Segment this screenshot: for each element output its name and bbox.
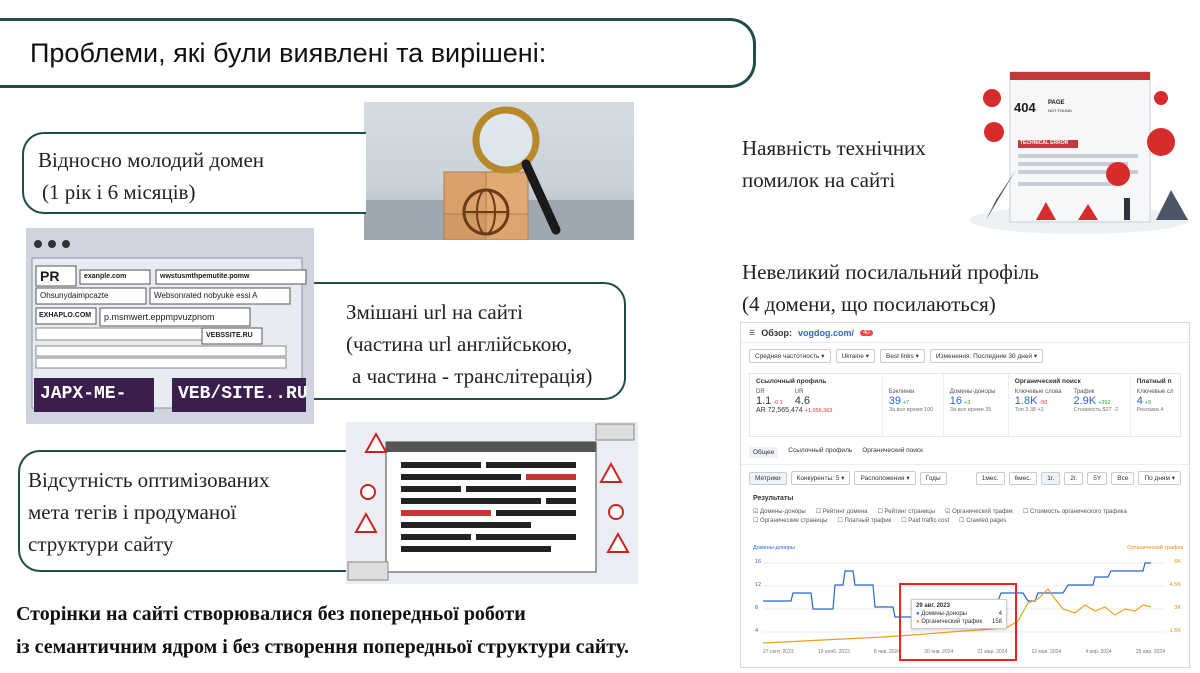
mixed-urls-image [26, 228, 314, 424]
link-profile-text [742, 256, 1039, 320]
chaotic-structure-image [346, 422, 638, 584]
meta-tags-line3: структури сайту [28, 532, 174, 556]
right-tick-45k: 4.5K [1169, 582, 1181, 588]
menu-icon[interactable]: ☰ [749, 329, 756, 337]
refdomains-all: За все время 35 [949, 407, 992, 413]
range-1y[interactable]: 1г. [1041, 472, 1060, 485]
organic-label: Органический поиск [1014, 378, 1081, 385]
right-tick-6k: 6K [1174, 559, 1181, 565]
tooltip-traffic-label: Органический трафик [921, 619, 983, 625]
traffic-label: Трафик [1073, 389, 1095, 395]
toolbar-competitors[interactable]: Конкуренты: 5 ▾ [791, 471, 851, 485]
paid-kw-label: Ключевые сл [1136, 389, 1174, 395]
legend-organic-cost[interactable]: ☐ Стоимость органического трафика [1023, 508, 1127, 515]
axis-left-label: Домены-доноры [753, 545, 795, 551]
backlinks-all: За все время 100 [888, 407, 934, 413]
x-tick-5: 12 мая. 2024 [1031, 649, 1062, 655]
bottom-line1: Сторінки на сайті створювалися без попередньої роботи [16, 603, 526, 625]
url-label-4: Websonrated nobyuke essi A [154, 291, 258, 300]
callout-mixed-urls [314, 282, 626, 400]
analytics-header [741, 323, 1189, 343]
legend-organic-pages[interactable]: ☐ Органические страницы [753, 517, 827, 524]
paid-label: Платный п [1136, 378, 1172, 385]
magnifier-domain-image [364, 102, 634, 240]
traffic-delta: +392 [1098, 400, 1111, 406]
metric-link-profile-label: Ссылочный профиль [756, 378, 827, 385]
metric-organic [1009, 374, 1131, 436]
bottom-line2: із семантичним ядром і без створення попередньої структури сайту. [16, 636, 629, 658]
x-tick-6: 4 апр. 2024 [1085, 649, 1112, 655]
ar-value: AR 72,565,474 [756, 407, 803, 414]
results-label: Результаты [753, 495, 794, 502]
keywords-delta: -50 [1039, 400, 1048, 406]
bottom-summary [16, 598, 736, 664]
analytics-screenshot [740, 322, 1190, 668]
mixed-urls-line3: а частина - транслітерація) [352, 364, 593, 388]
metric-refdomains [944, 374, 1009, 436]
link-profile-line2: (4 домени, що посилаються) [742, 292, 996, 316]
keywords-top: Топ 3 38 +2 [1014, 407, 1044, 413]
backlinks-label: Бэклинки [888, 389, 915, 395]
keywords-value[interactable]: 1.8K [1014, 395, 1038, 407]
legend-page-rating[interactable]: ☐ Рейтинг страницы [877, 508, 935, 515]
tech-errors-text [742, 132, 926, 196]
url-label-pr: PR [40, 268, 60, 284]
chart-tooltip: 29 авг. 2023 ● Домены-доноры 4 ● Органический трафик 158 [911, 599, 1007, 629]
tab-link-profile[interactable]: Ссылочный профиль [788, 447, 853, 454]
left-tick-8: 8 [755, 605, 759, 611]
left-tick-4: 4 [755, 628, 759, 634]
url-label-6: p.msmwert.eppmpvuzpnom [104, 312, 215, 322]
tooltip-date: 29 авг. 2023 [916, 603, 950, 609]
left-tick-16: 16 [755, 559, 762, 565]
meta-tags-line1: Відсутність оптимізованих [28, 468, 270, 492]
tech-errors-line2: помилок на сайті [742, 168, 896, 192]
paid-kw-value[interactable]: 4 [1136, 395, 1143, 407]
page-title-text: Проблеми, які були виявлені та вирішені: [30, 37, 547, 68]
error-404-code: 404 [1014, 100, 1036, 115]
x-tick-7: 25 апр. 2024 [1135, 649, 1165, 655]
axis-right-label: Органический трафик [1127, 545, 1183, 551]
legend-crawled-pages[interactable]: ☐ Crawled pages [959, 517, 1006, 524]
x-tick-1: 19 нояб. 2023 [817, 649, 850, 655]
analytics-filters [741, 343, 1189, 369]
mixed-urls-line1: Змішані url на сайті [346, 300, 523, 324]
filter-country[interactable]: Ukraine ▾ [836, 349, 875, 363]
x-tick-3: 30 янв. 2024 [924, 649, 954, 655]
metric-paid [1131, 374, 1180, 436]
url-label-3: Ohsunydaimpcazte [40, 291, 109, 300]
mixed-urls-line2: (частина url англійською, [346, 332, 573, 356]
analytics-tabs [741, 441, 1189, 465]
url-label-5: EXHAPLO.COM [39, 312, 92, 319]
tab-overview[interactable]: Общее [749, 447, 778, 458]
tab-organic[interactable]: Органический поиск [862, 447, 924, 454]
page-title [0, 18, 756, 88]
range-2y[interactable]: 2г. [1064, 472, 1083, 485]
left-tick-12: 12 [755, 582, 762, 588]
analytics-badge: 40 [860, 330, 873, 336]
analytics-domain[interactable]: vogdog.com/ [797, 327, 854, 338]
filter-period[interactable]: Изменения: Последние 30 дней ▾ [930, 349, 1043, 363]
callout-meta-tags [18, 450, 346, 572]
url-label-2: wwstusmthpemutite.pomw [160, 273, 250, 280]
error-page-label: PAGE [1048, 100, 1065, 106]
error-technical-label: TECHNICAL ERROR [1020, 140, 1069, 146]
x-tick-2: 8 янв. 2024 [873, 649, 901, 655]
x-tick-4: 21 мар. 2024 [977, 649, 1008, 655]
ur-value: 4.6 [794, 395, 811, 407]
range-by-day[interactable]: По дням ▾ [1138, 471, 1181, 485]
paid-kw-delta: +3 [1144, 400, 1152, 406]
legend-refdomains[interactable]: ☑ Домены-доноры [753, 508, 806, 515]
dr-label: DR [756, 389, 765, 395]
metric-link-profile [750, 374, 883, 436]
toolbar-metrics[interactable]: Метрики [749, 472, 787, 485]
toolbar-years[interactable]: Годы [920, 472, 947, 485]
range-all[interactable]: Все [1111, 472, 1134, 485]
technical-errors-image [966, 70, 1192, 238]
tooltip-refdomains-label: Домены-доноры [921, 611, 967, 617]
legend-organic-traffic[interactable]: ☑ Органический трафик [945, 508, 1013, 515]
ur-label: UR [794, 389, 804, 395]
traffic-cost: Стоимость $27 -2 [1073, 407, 1119, 413]
domain-age-line1: Відносно молодий домен [38, 148, 265, 172]
error-not-found-label: NOT FOUND [1048, 108, 1072, 113]
legend-paid-traffic[interactable]: ☐ Платный трафик [837, 517, 891, 524]
range-6m[interactable]: 6мес. [1009, 472, 1038, 485]
dr-delta: -0.1 [773, 400, 783, 406]
x-tick-0: 27 сент. 2023 [763, 649, 794, 655]
paid-ads: Реклама 4 [1136, 407, 1164, 413]
url-label-8: JAPX-ME- [40, 384, 127, 404]
chart-legend [741, 506, 1181, 526]
url-label-9: VEB/SITE..RU [178, 384, 308, 404]
right-tick-3k: 3K [1174, 605, 1181, 611]
tooltip-refdomains-value: 4 [998, 611, 1002, 617]
dr-value: 1.1 [756, 395, 772, 407]
metric-backlinks [883, 374, 944, 436]
refdomains-value[interactable]: 16 [949, 395, 963, 407]
filter-frequency[interactable]: Средняя частотность ▾ [749, 349, 831, 363]
backlinks-value[interactable]: 39 [888, 395, 901, 407]
tooltip-traffic-value: 158 [991, 619, 1002, 625]
analytics-title: Обзор: [761, 327, 792, 338]
link-profile-line1: Невеликий посилальний профіль [742, 260, 1039, 284]
traffic-value[interactable]: 2.9K [1073, 395, 1097, 407]
keywords-label: Ключевые слова [1014, 389, 1062, 395]
callout-domain-age [22, 132, 366, 214]
refdomains-label: Домены-доноры [949, 389, 996, 395]
filter-best-links[interactable]: Best links ▾ [880, 349, 925, 363]
ar-delta: +1,056,363 [804, 408, 833, 414]
toolbar-locations[interactable]: Расположения ▾ [854, 471, 915, 485]
analytics-toolbar [741, 465, 1189, 491]
url-label-1: exanple.com [84, 273, 127, 280]
range-5y[interactable]: 5Y [1087, 472, 1107, 485]
domain-age-line2: (1 рік і 6 місяців) [42, 180, 196, 204]
range-1m[interactable]: 1мес. [976, 472, 1005, 485]
analytics-metrics [749, 373, 1181, 437]
legend-domain-rating[interactable]: ☐ Рейтинг домена [816, 508, 868, 515]
refdomains-delta: +3 [963, 400, 971, 406]
tech-errors-line1: Наявність технічних [742, 136, 926, 160]
right-tick-15k: 1.5K [1169, 628, 1181, 634]
backlinks-delta: +7 [902, 400, 910, 406]
meta-tags-line2: мета тегів і продуманої [28, 500, 237, 524]
legend-paid-cost[interactable]: ☐ Paid traffic cost [901, 517, 949, 524]
url-label-7: VEBSSITE.RU [206, 332, 253, 339]
